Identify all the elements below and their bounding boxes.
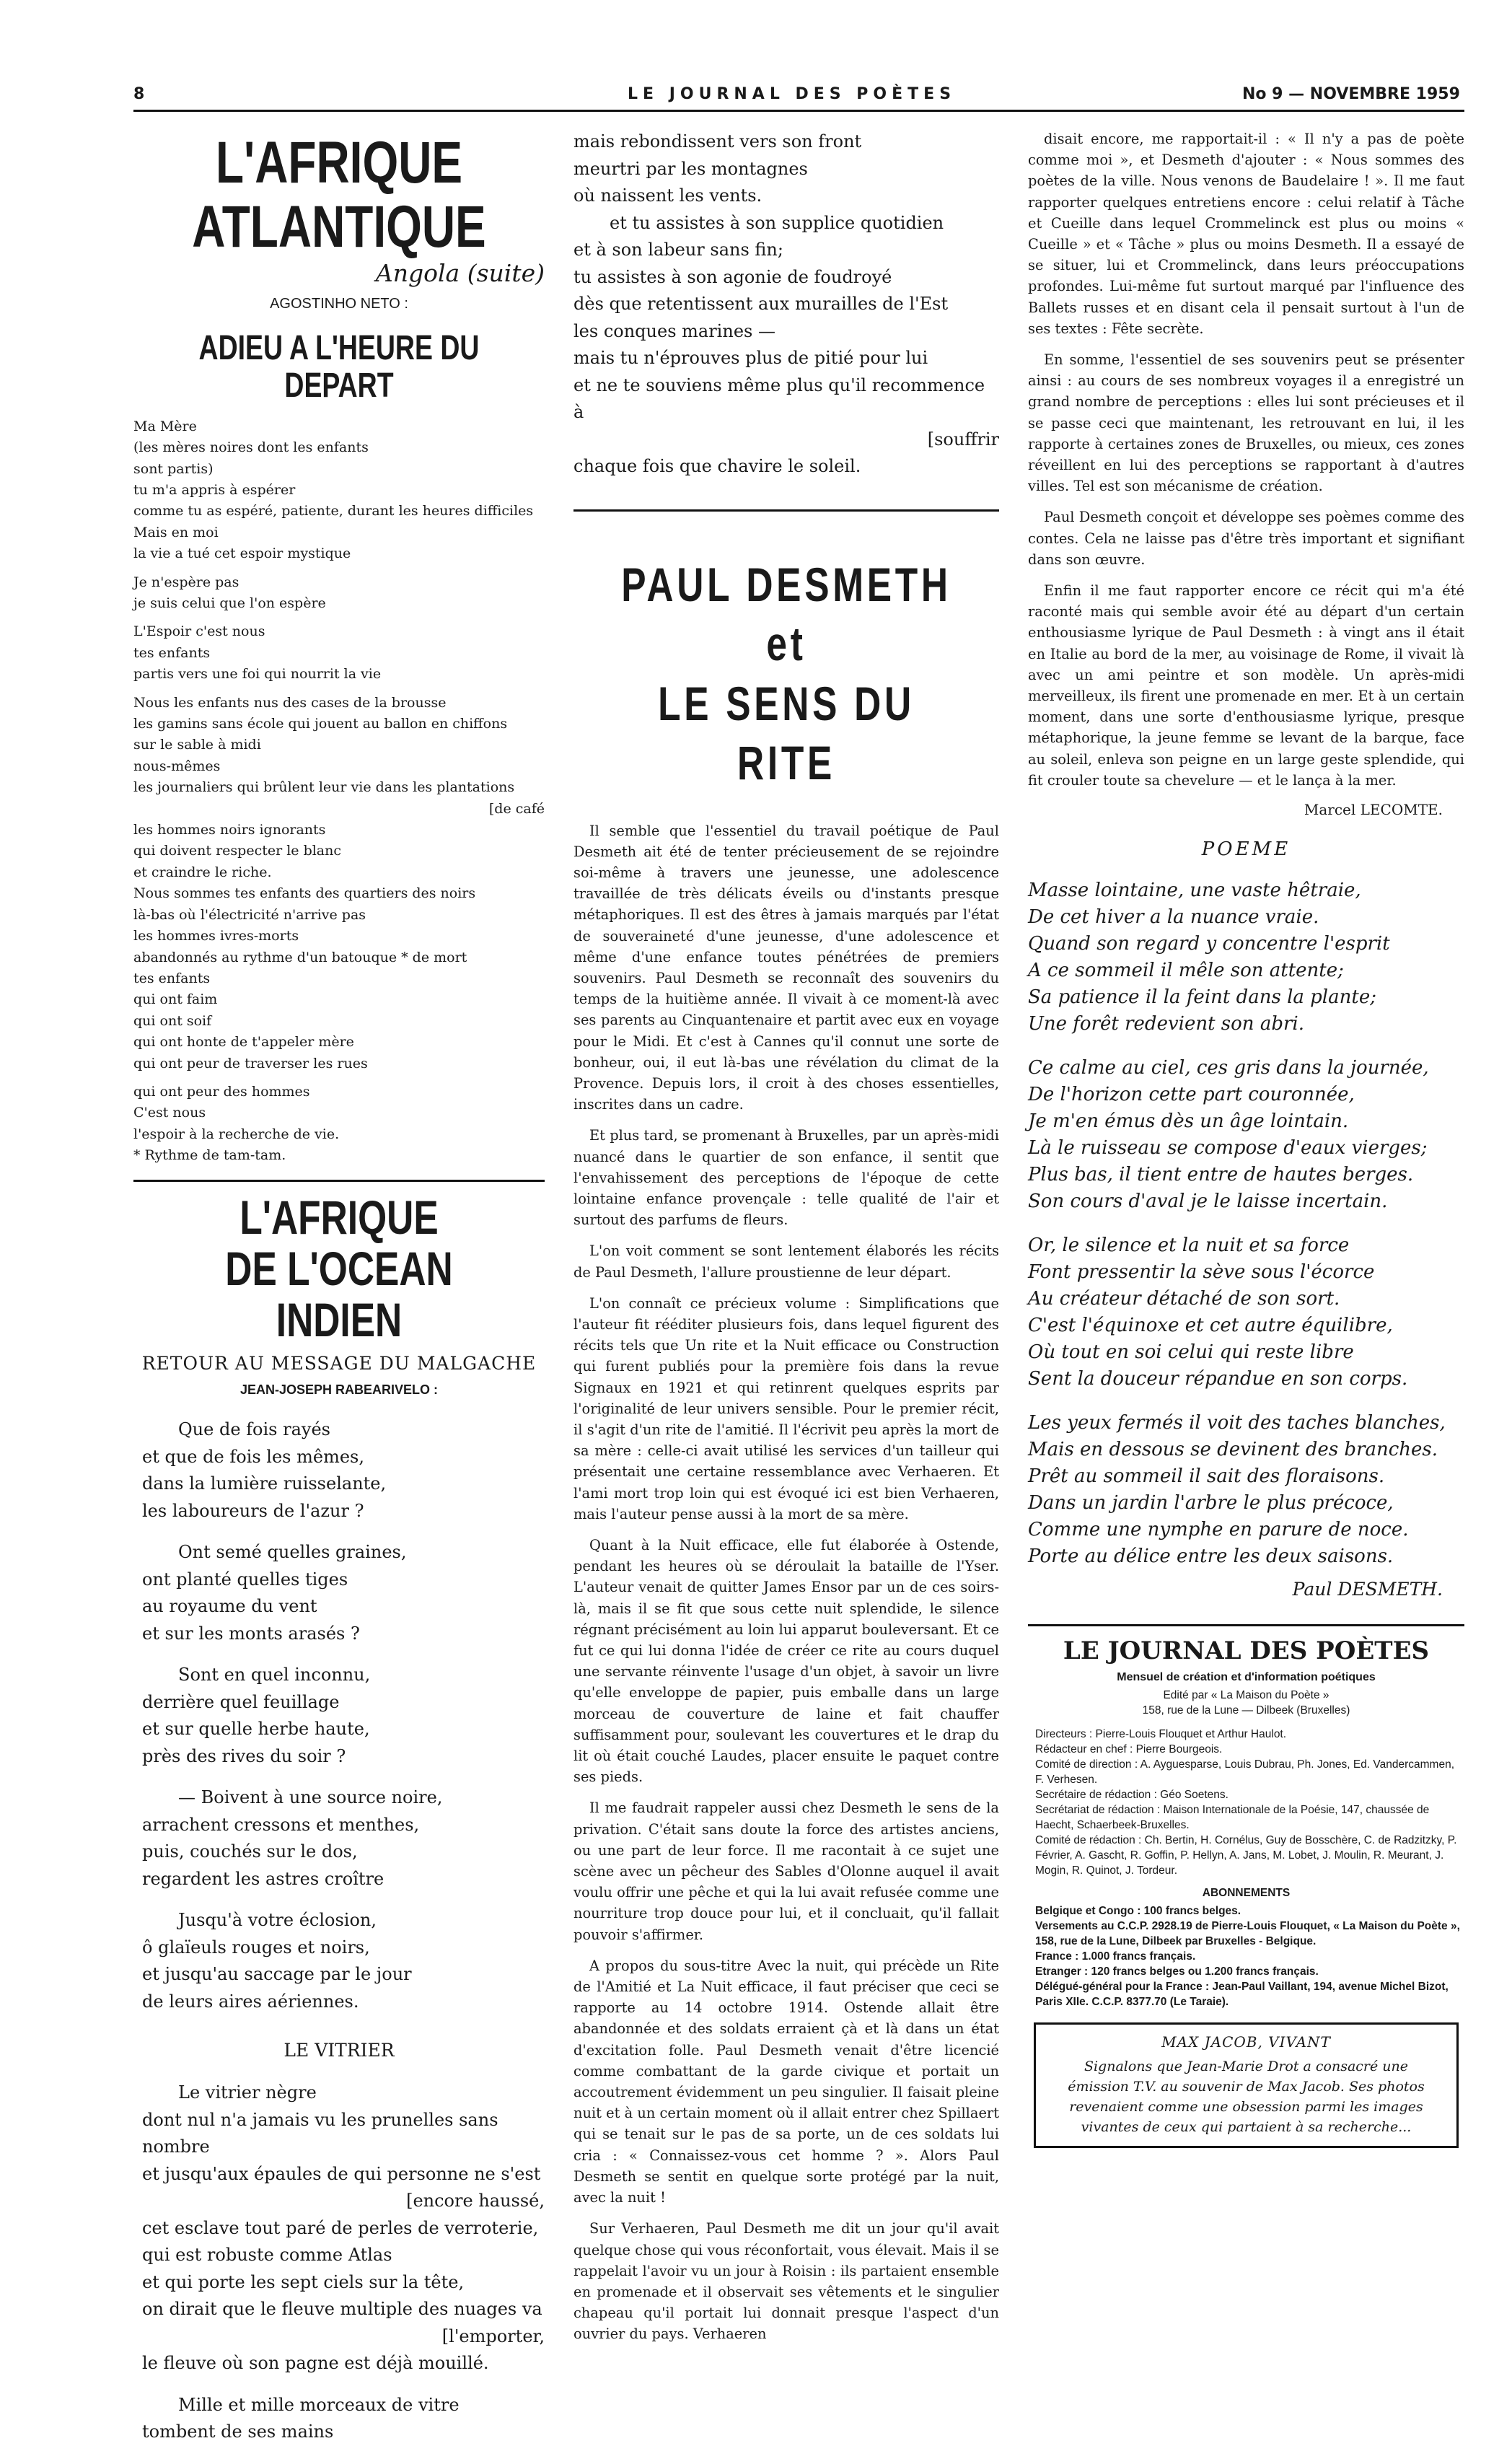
poem-line: ô glaïeuls rouges et noirs, bbox=[142, 1937, 370, 1958]
poem-line: sur le sable à midi bbox=[133, 737, 261, 753]
poem-body bbox=[133, 1416, 545, 2015]
poem-line: Prêt au sommeil il sait des floraisons. bbox=[1028, 1465, 1385, 1488]
poem-line: et sur les monts arasés ? bbox=[142, 1623, 360, 1644]
poem-line: * Rythme de tam-tam. bbox=[133, 1147, 286, 1164]
poem-line: on dirait que le fleuve multiple des nuages va bbox=[142, 2299, 542, 2320]
poem-line: Où tout en soi celui qui reste libre bbox=[1028, 1341, 1354, 1364]
poem-line: comme tu as espéré, patiente, durant les heures difficiles bbox=[133, 503, 534, 520]
poem-line: tombent de ses mains bbox=[142, 2421, 334, 2442]
masthead-line: Comité de rédaction : Ch. Bertin, H. Cornélus, Guy de Bosschère, C. de Radzitzky, P. Février, A. Gascht, R. Goffin, P. Hellyn, A. Jans, M. Lobet, J. Moulin, R. Meurant, J. Mogin, R. Quinot, J. Tordeur. bbox=[1035, 1834, 1457, 1877]
poem-line: qui ont peur des hommes bbox=[133, 1083, 310, 1100]
poem-line: Mais en dessous se devinent des branches. bbox=[1028, 1439, 1438, 1461]
poem-line: dès que retentissent aux murailles de l'Est bbox=[573, 294, 949, 314]
poem-line: tes enfants bbox=[133, 644, 211, 661]
poem-line: chaque fois que chavire le soleil. bbox=[573, 456, 861, 476]
poem-line: De l'horizon cette part couronnée, bbox=[1028, 1084, 1355, 1106]
masthead-line: Secrétaire de rédaction : Géo Soetens. bbox=[1035, 1789, 1228, 1802]
stanza-gap bbox=[1028, 1215, 1464, 1232]
poem-line: et craindre le riche. bbox=[133, 864, 272, 880]
stanza-gap bbox=[133, 614, 545, 621]
masthead-line: France : 1.000 francs français. bbox=[1035, 1950, 1196, 1963]
poem-line: les gamins sans école qui jouent au ballon en chiffons bbox=[133, 716, 508, 732]
section-title-line: DE L'OCEAN INDIEN bbox=[225, 1241, 453, 1347]
poem-line: abandonnés au rythme d'un batouque * de mort bbox=[133, 949, 467, 965]
poem-line: Au créateur détaché de son sort. bbox=[1028, 1288, 1340, 1310]
poem-line: qui doivent respecter le blanc bbox=[133, 843, 342, 859]
poem-line: là-bas où l'électricité n'arrive pas bbox=[133, 906, 366, 923]
article-body bbox=[573, 820, 999, 2345]
masthead-line: Rédacteur en chef : Pierre Bourgeois. bbox=[1035, 1743, 1223, 1756]
journal-title: LE JOURNAL DES POÈTES bbox=[628, 85, 957, 103]
poem-continuation bbox=[573, 128, 999, 481]
masthead-line: Directeurs : Pierre-Louis Flouquet et Arthur Haulot. bbox=[1035, 1728, 1287, 1741]
poem-line: les laboureurs de l'azur ? bbox=[142, 1500, 364, 1521]
stanza-gap bbox=[133, 565, 545, 572]
poem-line: et sur quelle herbe haute, bbox=[142, 1719, 370, 1740]
poem-line: arrachent cressons et menthes, bbox=[142, 1814, 420, 1835]
poem-line: tu m'a appris à espérer bbox=[133, 481, 296, 498]
masthead-line: Belgique et Congo : 100 francs belges. bbox=[1035, 1905, 1241, 1918]
poem-line: — Boivent à une source noire, bbox=[178, 1787, 443, 1808]
poem-line: derrière quel feuillage bbox=[142, 1691, 340, 1712]
masthead-line: Versements au C.C.P. 2928.19 de Pierre-Louis Flouquet, « La Maison du Poète », 158, rue de la Lune, Dilbeek par Bruxelles - Belgique. bbox=[1035, 1920, 1460, 1948]
poem-line: Le vitrier nègre bbox=[178, 2082, 317, 2103]
poem-line: A ce sommeil il mêle son attente; bbox=[1028, 960, 1344, 982]
author-name: JEAN-JOSEPH RABEARIVELO : bbox=[239, 1382, 439, 1398]
poem-line: mais rebondissent vers son front bbox=[573, 131, 862, 152]
poem-line: Masse lointaine, une vaste hêtraie, bbox=[1028, 880, 1361, 902]
poem-line: et à son labeur sans fin; bbox=[573, 240, 783, 260]
section-rule bbox=[133, 1180, 545, 1182]
poem-title: LE VITRIER bbox=[284, 2040, 395, 2061]
article-title-line: LE SENS DU RITE bbox=[658, 676, 915, 789]
poem-line: Nous sommes tes enfants des quartiers des noirs bbox=[133, 885, 476, 902]
poem-line: [l'emporter, bbox=[441, 2326, 545, 2346]
article-paragraph: L'on connaît ce précieux volume : Simplifications que l'auteur fit rééditer plusieurs fois, dans lequel figurent des récits tels que Un rite et la Nuit efficace ou Construction qui furent publiés pour la première fois dans la revue Signaux en 1921 et qui retinrent quelques esprits par l'originalité de leur univers sensible. Pour le premier récit, il s'agit d'un rite de l'amitié. Il l'écrivit peu après la mort de sa mère : celle-ci avait utilisé les services d'un tailleur qui présentait une certaine ressemblance avec Verhaeren. Et l'ami mort trop loin qui est évoqué ici est bien Verhaeren, mais l'auteur pense aussi à la mort de sa mère. bbox=[573, 1294, 999, 1522]
section-title-atlantique bbox=[179, 131, 500, 259]
poem-line: Comme une nymphe en parure de noce. bbox=[1028, 1519, 1409, 1541]
poem-line: Sont en quel inconnu, bbox=[178, 1665, 371, 1686]
article-paragraph: disait encore, me rapportait-il : « Il n'y a pas de poète comme moi », et Desmeth d'ajouter : « Nous sommes des poètes de la ville. Nous venons de Baudelaire ! ». Il me faut rapporter quelques entretiens encore : celui relatif à Tâche et Cueille dans lequel Crommelinck est plus ou moins « Cueille » et « Tâche » plus ou moins Desmeth. Il a essayé de se situer, lui et Crommelinck, dans leurs préoccupations profondes. Lui-même fut surtout marqué par l'influence des Ballets russes et en disant cela il pensait surtout à l'un de ses textes : Fête secrète. bbox=[1028, 131, 1464, 337]
poem-line: partis vers une foi qui nourrit la vie bbox=[133, 666, 382, 683]
author-name: AGOSTINHO NETO : bbox=[270, 296, 408, 312]
article-body bbox=[1028, 128, 1464, 791]
article-paragraph: A propos du sous-titre Avec la nuit, qui précède un Rite de l'Amitié et La Nuit efficace, il faut préciser que ceci se rapporte au 14 octobre 1914. Ostende allait être abandonnée et des soldats erraient çà et là dans un état d'excitation folle. Paul Desmeth venait d'être licencié comme combattant de la garde civique et portait un accoutrement évidemment un peu singulier. Il faisait pleine nuit et à un certain moment où il allait entrer chez Spillaert qui se tenait sur le pas de sa porte, un de ces soldats lui cria : « Connaissez-vous cet homme ? ». Alors Paul Desmeth se sentit en quelque sorte protégé par la nuit, avec la nuit ! bbox=[573, 1957, 999, 2206]
poem-line: cet esclave tout paré de perles de verroterie, bbox=[142, 2217, 539, 2238]
poem-line: les hommes ivres-morts bbox=[133, 928, 299, 944]
poem-body bbox=[133, 416, 545, 1167]
article-paragraph: Et plus tard, se promenant à Bruxelles, par un après-midi nuancé dans le quartier de son enfance, il sentit que l'envahissement des perceptions de l'époque de cette lointaine enfance provençale : telle qualité de l'air et surtout des parfums de fleurs. bbox=[573, 1127, 999, 1229]
poem-line: [souffrir bbox=[927, 429, 999, 450]
masthead-title: LE JOURNAL DES POÈTES bbox=[1063, 1636, 1430, 1666]
poem-line: les journaliers qui brûlent leur vie dans les plantations bbox=[133, 779, 515, 796]
poem-line: Que de fois rayés bbox=[178, 1419, 330, 1440]
masthead-address: 158, rue de la Lune — Dilbeek (Bruxelles) bbox=[1142, 1704, 1350, 1717]
poem-line: (les mères noires dont les enfants bbox=[133, 439, 369, 456]
article-paragraph: En somme, l'essentiel de ses souvenirs peut se présenter ainsi : au cours de ses nombreux voyages il a enregistré un grand nombre de perceptions : elles lui sont précieuses et il se passe ceci que maintenant, les retrouvant en lui, il les rapporte à certaines zones de Bruxelles, ou mieux, ces zones réveillent en lui des perceptions se rapportant à d'autres villes. Tel est son mécanisme de création. bbox=[1028, 351, 1464, 495]
poem-line: L'Espoir c'est nous bbox=[133, 623, 265, 640]
header-rule bbox=[133, 110, 1464, 112]
article-paragraph: Il me faudrait rappeler aussi chez Desmeth le sens de la privation. C'était sans doute la force des artistes anciens, ou une part de leur force. Il me racontait à ce sujet une scène avec un pêcheur des Sables d'Olonne auquel il avait voulu offrir une pêche et qui la lui avait refusée comme une nourriture trop douce pour lui, et il concluait, qu'il fallait pouvoir s'affirmer. bbox=[573, 1800, 999, 1943]
poem-line: et que de fois les mêmes, bbox=[142, 1446, 364, 1467]
stanza-gap bbox=[142, 1647, 545, 1662]
poem-line: C'est l'équinoxe et cet autre équilibre, bbox=[1028, 1315, 1393, 1337]
poem-line: Font pressentir la sève sous l'écorce bbox=[1028, 1261, 1375, 1284]
section-title-line: ATLANTIQUE bbox=[192, 193, 486, 260]
section-title-line: L'AFRIQUE bbox=[239, 1190, 439, 1244]
poem-body bbox=[1028, 877, 1464, 1570]
poem-line: nous-mêmes bbox=[133, 758, 221, 774]
poem-line: qui ont soif bbox=[133, 1012, 212, 1029]
stanza-gap bbox=[133, 1074, 545, 1082]
poem-line: et tu assistes à son supplice quotidien bbox=[610, 212, 944, 233]
poem-line: [encore haussé, bbox=[406, 2191, 545, 2212]
poem-body bbox=[133, 2079, 545, 2446]
stanza-gap bbox=[1028, 1038, 1464, 1055]
masthead-line: Secrétariat de rédaction : Maison Internationale de la Poésie, 147, chaussée de Haecht, Schaerbeek-Bruxelles. bbox=[1035, 1804, 1430, 1832]
poem-line: les conques marines — bbox=[573, 320, 775, 341]
stanza-gap bbox=[1028, 1393, 1464, 1410]
poem-line: dans la lumière ruisselante, bbox=[142, 1473, 387, 1494]
poem-line: et jusqu'au saccage par le jour bbox=[142, 1964, 412, 1985]
issue-date: No 9 — NOVEMBRE 1959 bbox=[1242, 85, 1460, 103]
notice-text: Signalons que Jean-Marie Drot a consacré une émission T.V. au souvenir de Max Jacob. Ses photos revenaient comme une obsession parmi les images vivantes de ceux qui partaient à sa recherche... bbox=[1068, 2059, 1425, 2136]
poem-line: Mille et mille morceaux de vitre bbox=[178, 2394, 460, 2415]
poem-line: sont partis) bbox=[133, 460, 214, 477]
poem-line: Son cours d'aval je le laisse incertain. bbox=[1028, 1191, 1388, 1213]
poem-line: Jusqu'à votre éclosion, bbox=[178, 1910, 377, 1931]
poem-line: qui ont honte de t'appeler mère bbox=[133, 1034, 354, 1051]
signature: Marcel LECOMTE. bbox=[1304, 801, 1443, 819]
stanza-gap bbox=[142, 1525, 545, 1539]
signature: Paul DESMETH. bbox=[1292, 1579, 1443, 1600]
poem-line: et jusqu'aux épaules de qui personne ne s'est bbox=[142, 2163, 541, 2184]
stanza-gap bbox=[142, 1893, 545, 1907]
poem-line: Je n'espère pas bbox=[133, 574, 239, 590]
article-title bbox=[620, 555, 952, 793]
poem-line: les hommes noirs ignorants bbox=[133, 822, 326, 838]
article-paragraph: Quant à la Nuit efficace, elle fut élaborée à Ostende, pendant les heures où se déroulait la bataille de l'Yser. L'auteur venait de quitter James Ensor par un de ces soirs-là, mais il se fit que sous cette nuit splendide, le silence régnant précisément au loin lui apparut bouleversant. Et ce fut ce qui lui donna l'idée de créer ce rite au cours duquel une servante réinvente l'usage d'un objet, à savoir un livre qu'elle enveloppe de papier, puis emballe dans un large morceau de couverture de laine et fait chauffer suffisamment pour, soulevant les couvertures et le drap du lit où était couché Laudes, placer ensuite le paquet contre ses pieds. bbox=[573, 1537, 999, 1786]
article-paragraph: L'on voit comment se sont lentement élaborés les récits de Paul Desmeth, l'allure proustienne de leur départ. bbox=[573, 1242, 999, 1281]
section-subtitle: Angola (suite) bbox=[375, 259, 545, 288]
section-rule bbox=[1028, 1624, 1464, 1626]
poem-line: Je m'en émus dès un âge lointain. bbox=[1028, 1110, 1349, 1133]
section-title-indien bbox=[179, 1192, 500, 1346]
masthead-editor: Edité par « La Maison du Poète » bbox=[1163, 1689, 1329, 1702]
poem-line: tes enfants bbox=[133, 970, 211, 986]
poem-line: Mais en moi bbox=[133, 524, 219, 540]
masthead-staff bbox=[1028, 1727, 1464, 1878]
poem-line: où naissent les vents. bbox=[573, 185, 762, 206]
section-rule bbox=[573, 509, 999, 512]
article-paragraph: Il semble que l'essentiel du travail poétique de Paul Desmeth ait été de tenter précieusement de se rejoindre soi-même à travers une jeunesse, une adolescence travaillée de très délicats éveils ou d'instants presque métaphoriques. Il est des êtres à jamais marqués par l'état de souveraineté d'une jeunesse, d'une adolescence et même d'une enfance toutes pénétrées de premiers souvenirs. Paul Desmeth se reconnaît des souvenirs du temps de la huitième année. Il vivait à ce moment-là avec ses parents au Cinquantenaire et partit avec eux en voyage pour le Midi. Et c'est à Cannes qu'il connut une sorte de bonheur, oui, il eut là-bas une révélation du climat de la Provence. Depuis lors, il croit à des choses essentielles, inscrites dans un cadre. bbox=[573, 822, 999, 1113]
poem-line: Porte au délice entre les deux saisons. bbox=[1028, 1546, 1394, 1568]
poem-line: et qui porte les sept ciels sur la tête, bbox=[142, 2271, 465, 2292]
poem-line: Ont semé quelles graines, bbox=[178, 1542, 407, 1563]
column-1 bbox=[133, 128, 545, 2442]
poem-line: puis, couchés sur le dos, bbox=[142, 1841, 358, 1862]
stanza-gap bbox=[133, 685, 545, 693]
poem-line: Une forêt redevient son abri. bbox=[1028, 1013, 1304, 1035]
poem-line: dont nul n'a jamais vu les prunelles sans nombre bbox=[142, 2109, 498, 2157]
poem-line: au royaume du vent bbox=[142, 1596, 317, 1617]
subscriptions-title: ABONNEMENTS bbox=[1202, 1887, 1291, 1900]
section-subtitle: RETOUR AU MESSAGE DU MALGACHE bbox=[141, 1353, 537, 1375]
poem-line: la vie a tué cet espoir mystique bbox=[133, 545, 351, 562]
poem-line: Nous les enfants nus des cases de la brousse bbox=[133, 694, 447, 711]
poem-line: Or, le silence et la nuit et sa force bbox=[1028, 1235, 1350, 1257]
subscriptions-list bbox=[1028, 1903, 1464, 2009]
poem-line: le fleuve où son pagne est déjà mouillé. bbox=[142, 2353, 489, 2374]
poem-line: Quand son regard y concentre l'esprit bbox=[1028, 933, 1390, 955]
column-3 bbox=[1028, 128, 1464, 2293]
stanza-gap bbox=[142, 2377, 545, 2392]
poem-line: meurtri par les montagnes bbox=[573, 158, 808, 179]
poem-line: Ce calme au ciel, ces gris dans la journée, bbox=[1028, 1057, 1429, 1079]
notice-title: MAX JACOB, VIVANT bbox=[1161, 2033, 1331, 2051]
poem-line: qui ont peur de traverser les rues bbox=[133, 1055, 368, 1071]
poem-line: Les yeux fermés il voit des taches blanches, bbox=[1028, 1412, 1446, 1434]
poem-line: l'espoir à la recherche de vie. bbox=[133, 1126, 340, 1142]
poem-line: ont planté quelles tiges bbox=[142, 1569, 348, 1590]
column-2 bbox=[573, 128, 999, 2343]
article-title-line: et bbox=[766, 617, 806, 670]
poem-line: et ne te souviens même plus qu'il recommence à bbox=[573, 374, 985, 422]
poem-line: qui ont faim bbox=[133, 991, 218, 1008]
poem-line: près des rives du soir ? bbox=[142, 1745, 346, 1766]
poem-line: C'est nous bbox=[133, 1105, 206, 1121]
poem-line: Là le ruisseau se compose d'eaux vierges; bbox=[1028, 1137, 1428, 1160]
article-paragraph: Sur Verhaeren, Paul Desmeth me dit un jour qu'il avait quelque chose qui vous réconfortait, vous élevait. Mais il se rappelait l'avoir vu un jour à Roisin : ils partaient ensemble en promenade et il observait ses vêtements et le singulier chapeau qu'il portait lui donnait presque l'aspect d'un ouvrier du pays. Verhaeren bbox=[573, 2220, 999, 2343]
masthead-line: Délégué-général pour la France : Jean-Paul Vaillant, 194, avenue Michel Bizot, Paris XIIe. C.C.P. 8377.70 (Le Taraie). bbox=[1035, 1981, 1449, 2009]
poem-line: tu assistes à son agonie de foudroyé bbox=[573, 266, 892, 287]
poem-line: Ma Mère bbox=[133, 418, 197, 434]
poem-line: qui est robuste comme Atlas bbox=[142, 2245, 392, 2266]
stanza-gap bbox=[142, 1770, 545, 1784]
notice-box bbox=[1034, 2022, 1459, 2148]
article-title-line: PAUL DESMETH bbox=[621, 557, 951, 611]
section-title-line: L'AFRIQUE bbox=[215, 130, 463, 196]
poem-line: de leurs aires aériennes. bbox=[142, 1991, 359, 2012]
article-paragraph: Enfin il me faut rapporter encore ce récit qui m'a été raconté mais qui semble avoir été au départ d'un certain enthousiasme lyrique de Paul Desmeth : à vingt ans il était en Italie au bord de la mer, au voisinage de Rome, il vivait là avec un ami peintre et son modèle. Un après-midi merveilleux, ils firent une promenade en mer. Et à un certain moment, dans une sorte d'enthousiasme lyrique, presque métaphorique, la jeune femme se levant de la barque, face au soleil, enleva son peigne en un large geste splendide, qui fit crouler toute sa chevelure — et le lança à la mer. bbox=[1028, 582, 1464, 789]
poem-line: Sa patience il la feint dans la plante; bbox=[1028, 986, 1376, 1009]
poem-line: mais tu n'éprouves plus de pitié pour lui bbox=[573, 348, 928, 368]
poem-title: ADIEU A L'HEURE DU DEPART bbox=[198, 329, 480, 405]
poem-line: je suis celui que l'on espère bbox=[133, 595, 326, 611]
masthead bbox=[1028, 1636, 1464, 2009]
page-number: 8 bbox=[133, 85, 145, 103]
poem-line: Sent la douceur répandue en son corps. bbox=[1028, 1368, 1408, 1390]
poem-line: Plus bas, il tient entre de hautes berges. bbox=[1028, 1164, 1414, 1186]
poem-line: regardent les astres croître bbox=[142, 1868, 384, 1889]
masthead-line: Etranger : 120 francs belges ou 1.200 francs français. bbox=[1035, 1965, 1319, 1978]
poem-line: [de café bbox=[488, 800, 545, 817]
masthead-line: Comité de direction : A. Ayguesparse, Louis Dubrau, Ph. Jones, Ed. Vandercammen, F. Verhesen. bbox=[1035, 1758, 1455, 1787]
article-paragraph: Paul Desmeth conçoit et développe ses poèmes comme des contes. Cela ne laisse pas d'être très important et signifiant dans son œuvre. bbox=[1028, 509, 1464, 568]
masthead-subtitle: Mensuel de création et d'information poétiques bbox=[1117, 1671, 1376, 1684]
poem-line: Dans un jardin l'arbre le plus précoce, bbox=[1028, 1492, 1394, 1514]
poem-line: De cet hiver a la nuance vraie. bbox=[1028, 906, 1319, 929]
poem-title: POEME bbox=[1201, 838, 1291, 861]
